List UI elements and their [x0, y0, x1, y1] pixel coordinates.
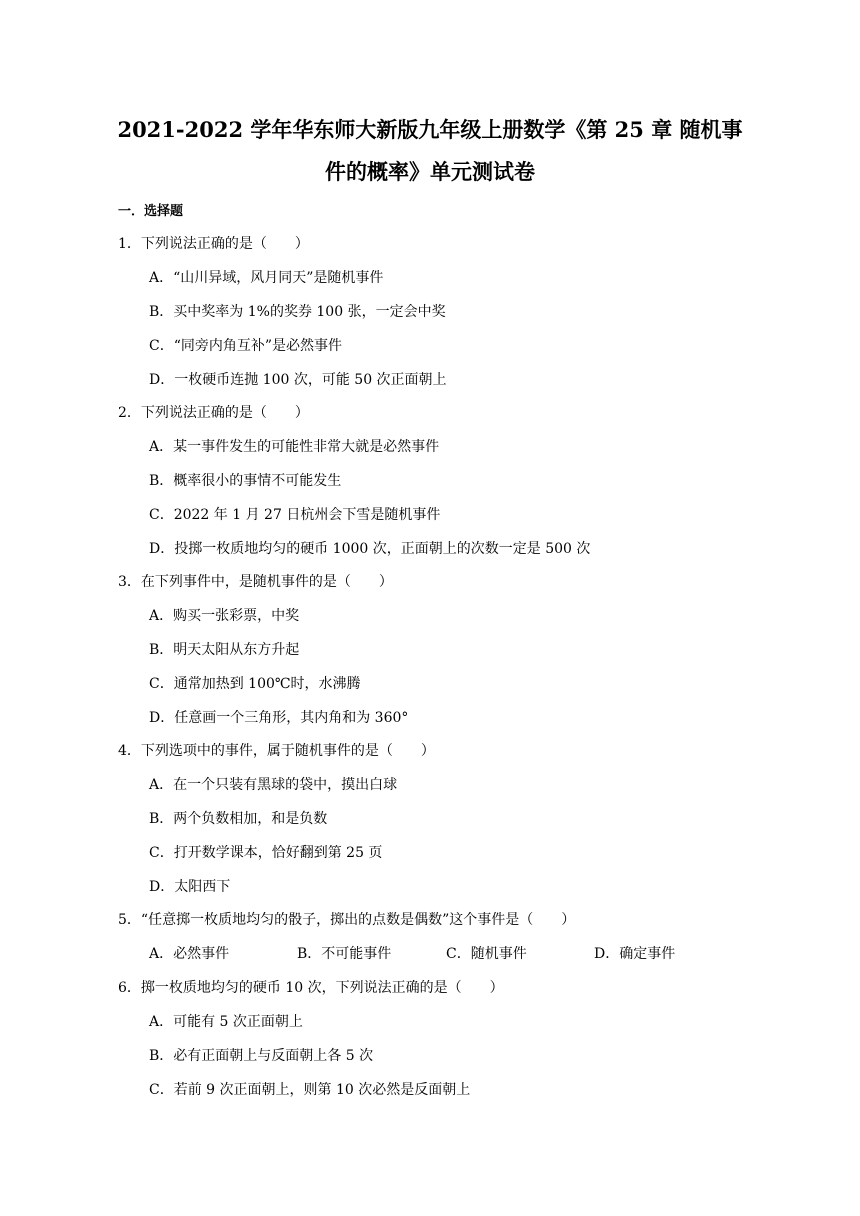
document-title-line-1: 2021-2022 学年华东师大新版九年级上册数学《第 25 章 随机事 — [117, 117, 743, 142]
question-option: A．“山川异域，风月同天”是随机事件 — [149, 270, 384, 286]
question-stem: 5．“任意掷一枚质地均匀的骰子，掷出的点数是偶数”这个事件是（ ） — [118, 912, 576, 928]
question-option: A．在一个只装有黑球的袋中，摸出白球 — [149, 777, 398, 793]
question-option: A．必然事件 — [149, 946, 230, 962]
question-stem: 2．下列说法正确的是（ ） — [118, 405, 309, 421]
question-option: A．可能有 5 次正面朝上 — [149, 1014, 303, 1030]
question-option: C．若前 9 次正面朝上，则第 10 次必然是反面朝上 — [149, 1082, 471, 1098]
question-option: C．“同旁内角互补”是必然事件 — [149, 338, 343, 354]
question-stem: 6．掷一枚质地均匀的硬币 10 次，下列说法正确的是（ ） — [118, 980, 504, 996]
question-option: A．购买一张彩票，中奖 — [149, 608, 300, 624]
question-stem: 3．在下列事件中，是随机事件的是（ ） — [118, 574, 393, 590]
question-option: D．太阳西下 — [149, 879, 231, 895]
question-option: B．概率很小的事情不可能发生 — [149, 473, 342, 489]
question-option: D．一枚硬币连抛 100 次，可能 50 次正面朝上 — [149, 372, 447, 388]
question-stem: 4．下列选项中的事件，属于随机事件的是（ ） — [118, 743, 435, 759]
question-option: C．随机事件 — [446, 946, 527, 962]
question-option: D．投掷一枚质地均匀的硬币 1000 次，正面朝上的次数一定是 500 次 — [149, 541, 591, 557]
question-option: C．2022 年 1 月 27 日杭州会下雪是随机事件 — [149, 507, 441, 523]
question-stem: 1．下列说法正确的是（ ） — [118, 236, 309, 252]
section-heading: 一．选择题 — [118, 204, 184, 219]
question-option: B．不可能事件 — [297, 946, 392, 962]
question-option: A．某一事件发生的可能性非常大就是必然事件 — [149, 439, 440, 455]
question-option: C．打开数学课本，恰好翻到第 25 页 — [149, 845, 383, 861]
question-option: B．必有正面朝上与反面朝上各 5 次 — [149, 1048, 374, 1064]
question-option: D．确定事件 — [594, 946, 676, 962]
question-option: B．明天太阳从东方升起 — [149, 642, 300, 658]
document-title-line-2: 件的概率》单元测试卷 — [325, 159, 535, 184]
question-option: D．任意画一个三角形，其内角和为 360° — [149, 710, 409, 726]
question-option: B．买中奖率为 1%的奖券 100 张，一定会中奖 — [149, 304, 446, 320]
question-option: B．两个负数相加，和是负数 — [149, 811, 328, 827]
question-option: C．通常加热到 100℃时，水沸腾 — [149, 676, 361, 692]
